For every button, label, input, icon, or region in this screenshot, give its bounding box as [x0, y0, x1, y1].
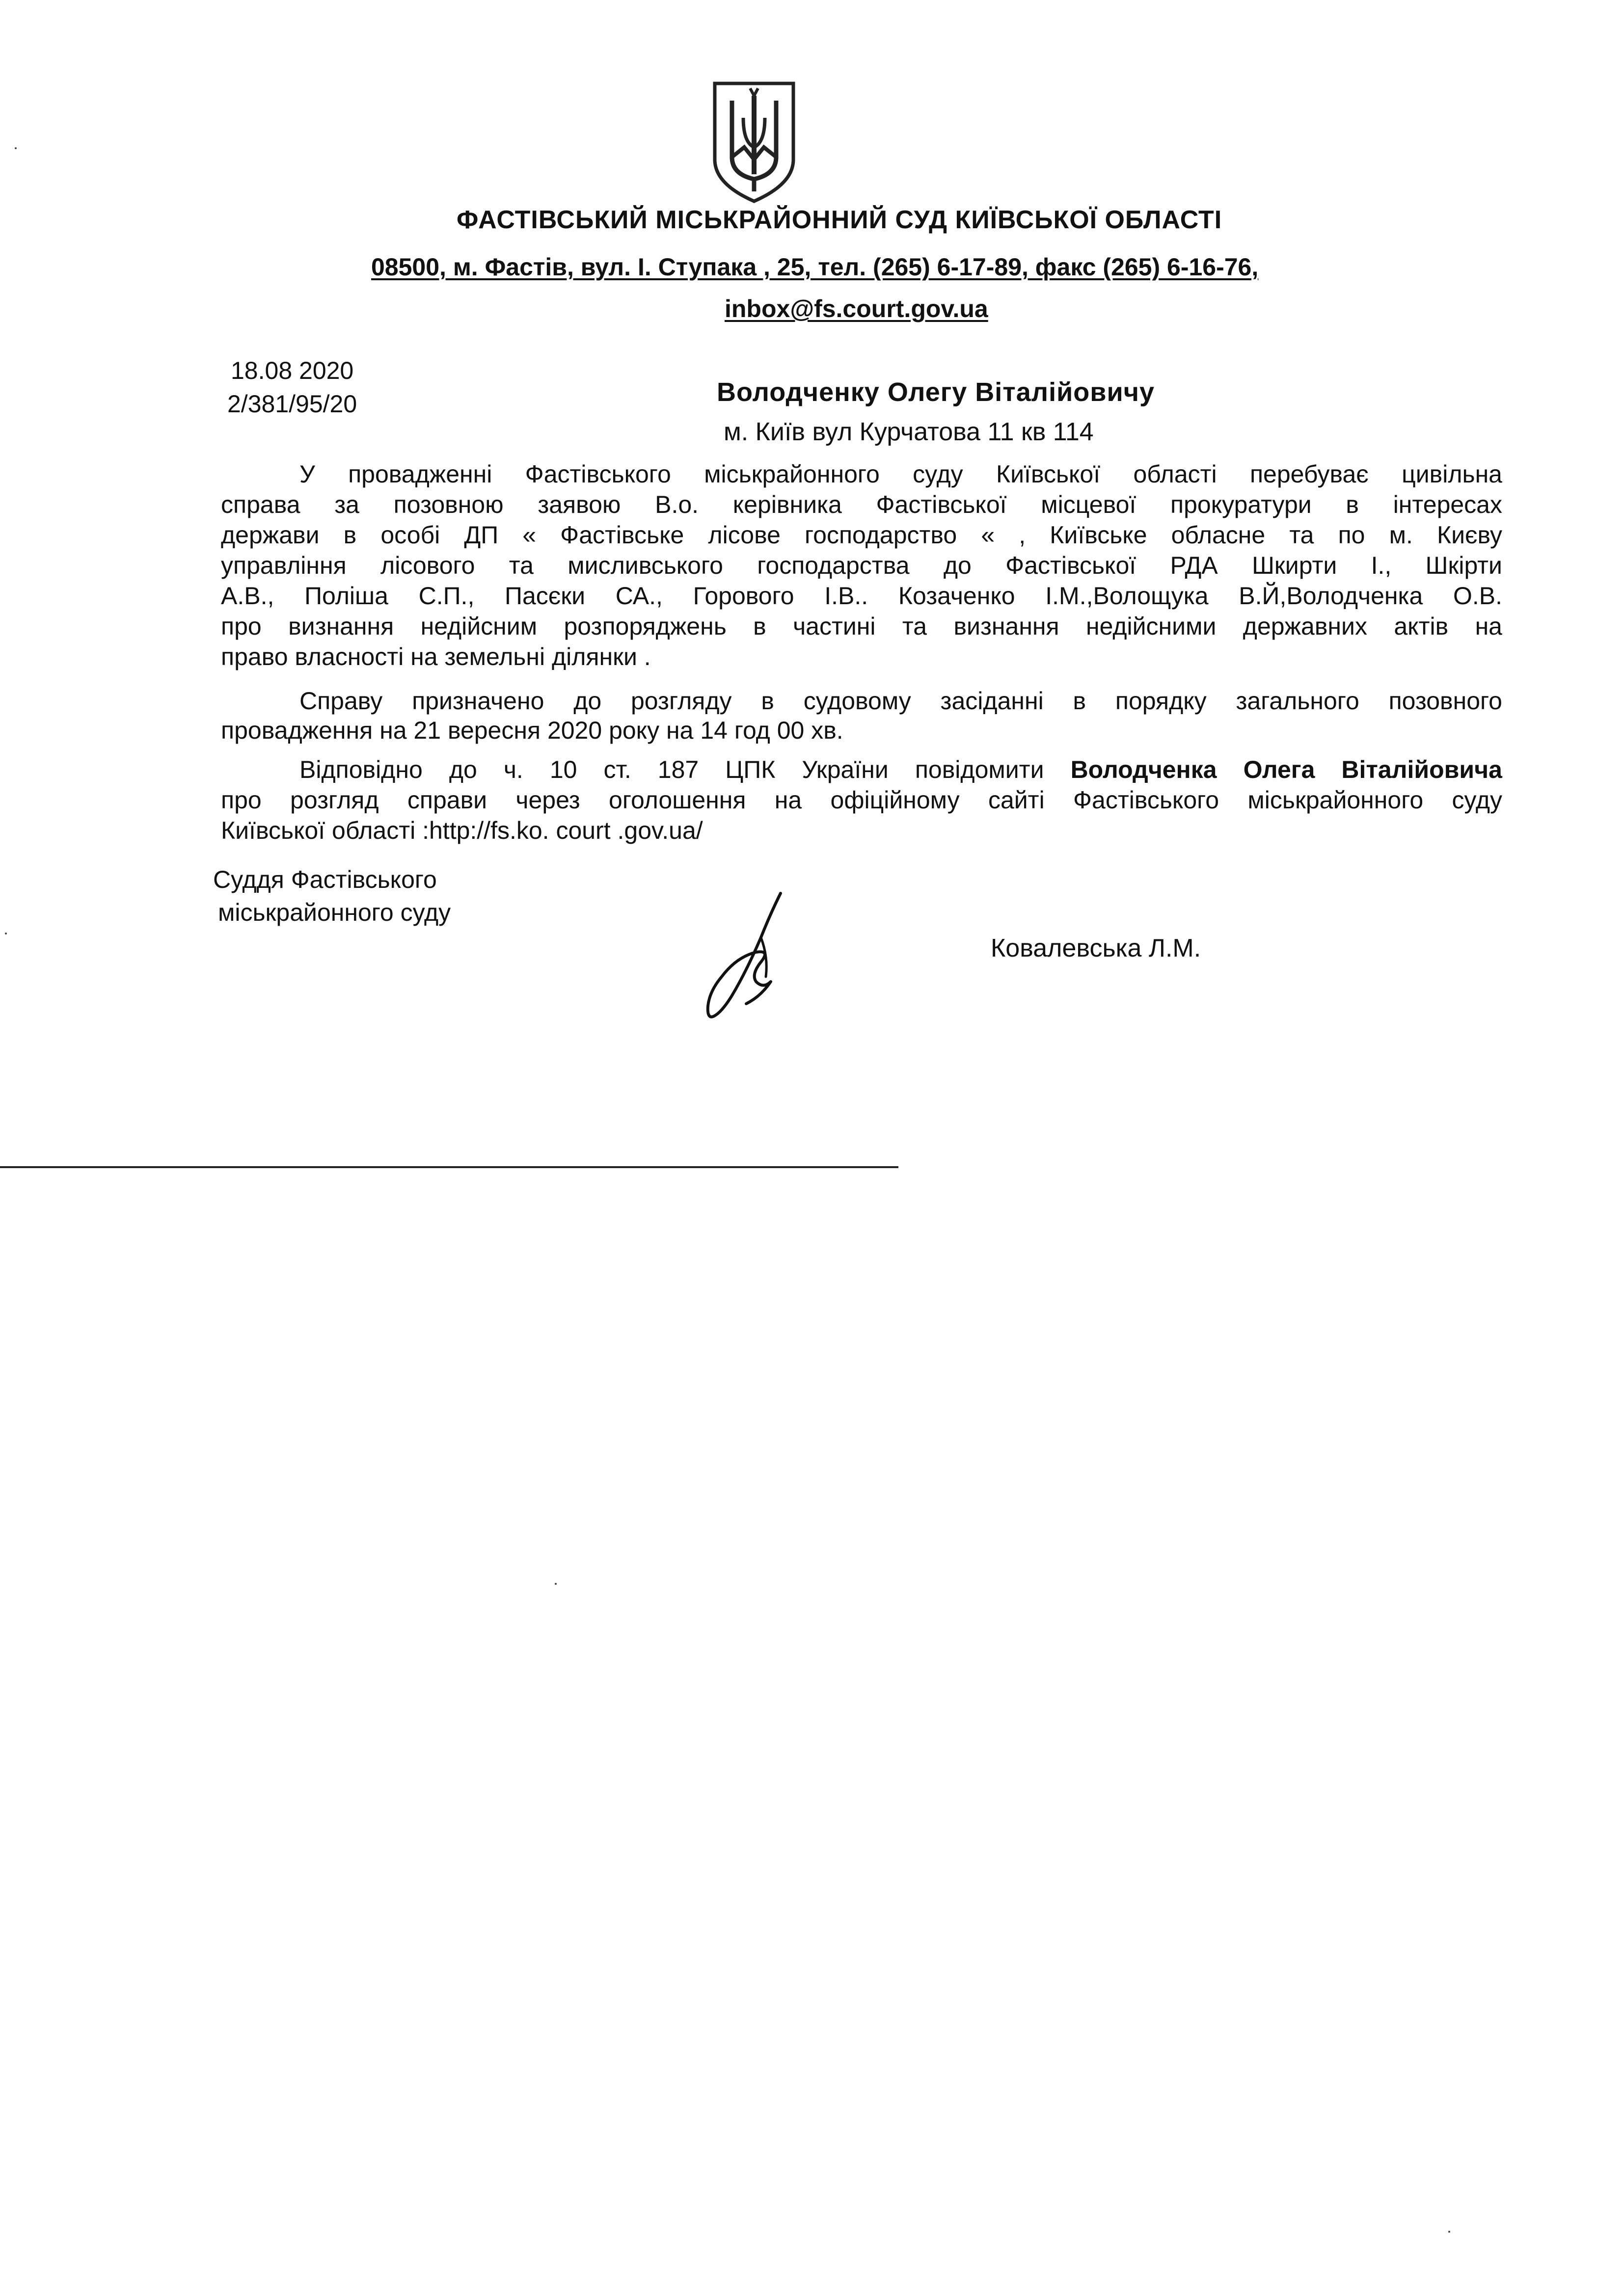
- body-line: У провадженні Фастівського міськрайонного суду Київської області перебуває цивільна: [299, 460, 1502, 488]
- body-line: держави в особі ДП « Фастівське лісове господарство « , Київське обласне та по м. Києву: [221, 521, 1502, 549]
- judge-title-line-1: Суддя Фастівського: [213, 866, 437, 893]
- scan-dot: [15, 147, 17, 149]
- document-date: 18.08 2020: [231, 357, 354, 384]
- court-address: 08500, м. Фастів, вул. І. Ступака , 25, тел. (265) 6-17-89, факс (265) 6-16-76,: [371, 253, 1259, 281]
- recipient-address: м. Київ вул Курчатова 11 кв 114: [724, 418, 1094, 446]
- body-line: А.В., Поліша С.П., Пасєки СА., Горового І.В.. Козаченко І.М.,Волощука В.Й,Володченка О.В.: [221, 582, 1502, 610]
- recipient-name: Володченку Олегу Віталійовичу: [717, 377, 1155, 407]
- body-line: управління лісового та мисливського господарства до Фастівської РДА Шкирти І., Шкірти: [221, 552, 1502, 579]
- body-line: справа за позовною заявою В.о. керівника Фастівської місцевої прокуратури в інтересах: [221, 491, 1502, 518]
- judge-name: Ковалевська Л.М.: [991, 934, 1201, 962]
- body-text: Відповідно до ч. 10 ст. 187 ЦПК України повідомити: [299, 756, 1044, 783]
- court-email: inbox@fs.court.gov.ua: [725, 295, 988, 322]
- defendant-name: Володченка Олега Віталійовича: [1070, 756, 1502, 783]
- body-line: про визнання недійсним розпоряджень в частині та визнання недійсними державних актів на: [221, 613, 1502, 640]
- body-line: право власності на земельні ділянки .: [221, 643, 651, 670]
- body-line: провадження на 21 вересня 2020 року на 14 год 00 хв.: [221, 717, 843, 744]
- court-name: ФАСТІВСЬКИЙ МІСЬКРАЙОННИЙ СУД КИЇВСЬКОЇ ОБЛАСТІ: [457, 206, 1222, 234]
- body-line: Справу призначено до розгляду в судовому засіданні в порядку загального позовного: [299, 687, 1502, 715]
- body-line: Київської області :http://fs.ko. court .gov.ua/: [221, 817, 703, 844]
- scan-dot: [1448, 2231, 1450, 2233]
- scan-dot: [555, 1583, 557, 1585]
- document-number: 2/381/95/20: [227, 390, 357, 418]
- horizontal-divider: [0, 1166, 898, 1168]
- body-line: про розгляд справи через оголошення на офіційному сайті Фастівського міськрайонного суду: [221, 786, 1502, 814]
- body-line: [299, 756, 1502, 783]
- judge-title-line-2: міськрайонного суду: [218, 899, 451, 926]
- trident-coat-of-arms-icon: [705, 74, 803, 206]
- handwritten-signature-icon: [687, 883, 815, 1031]
- scan-dot: [5, 933, 7, 934]
